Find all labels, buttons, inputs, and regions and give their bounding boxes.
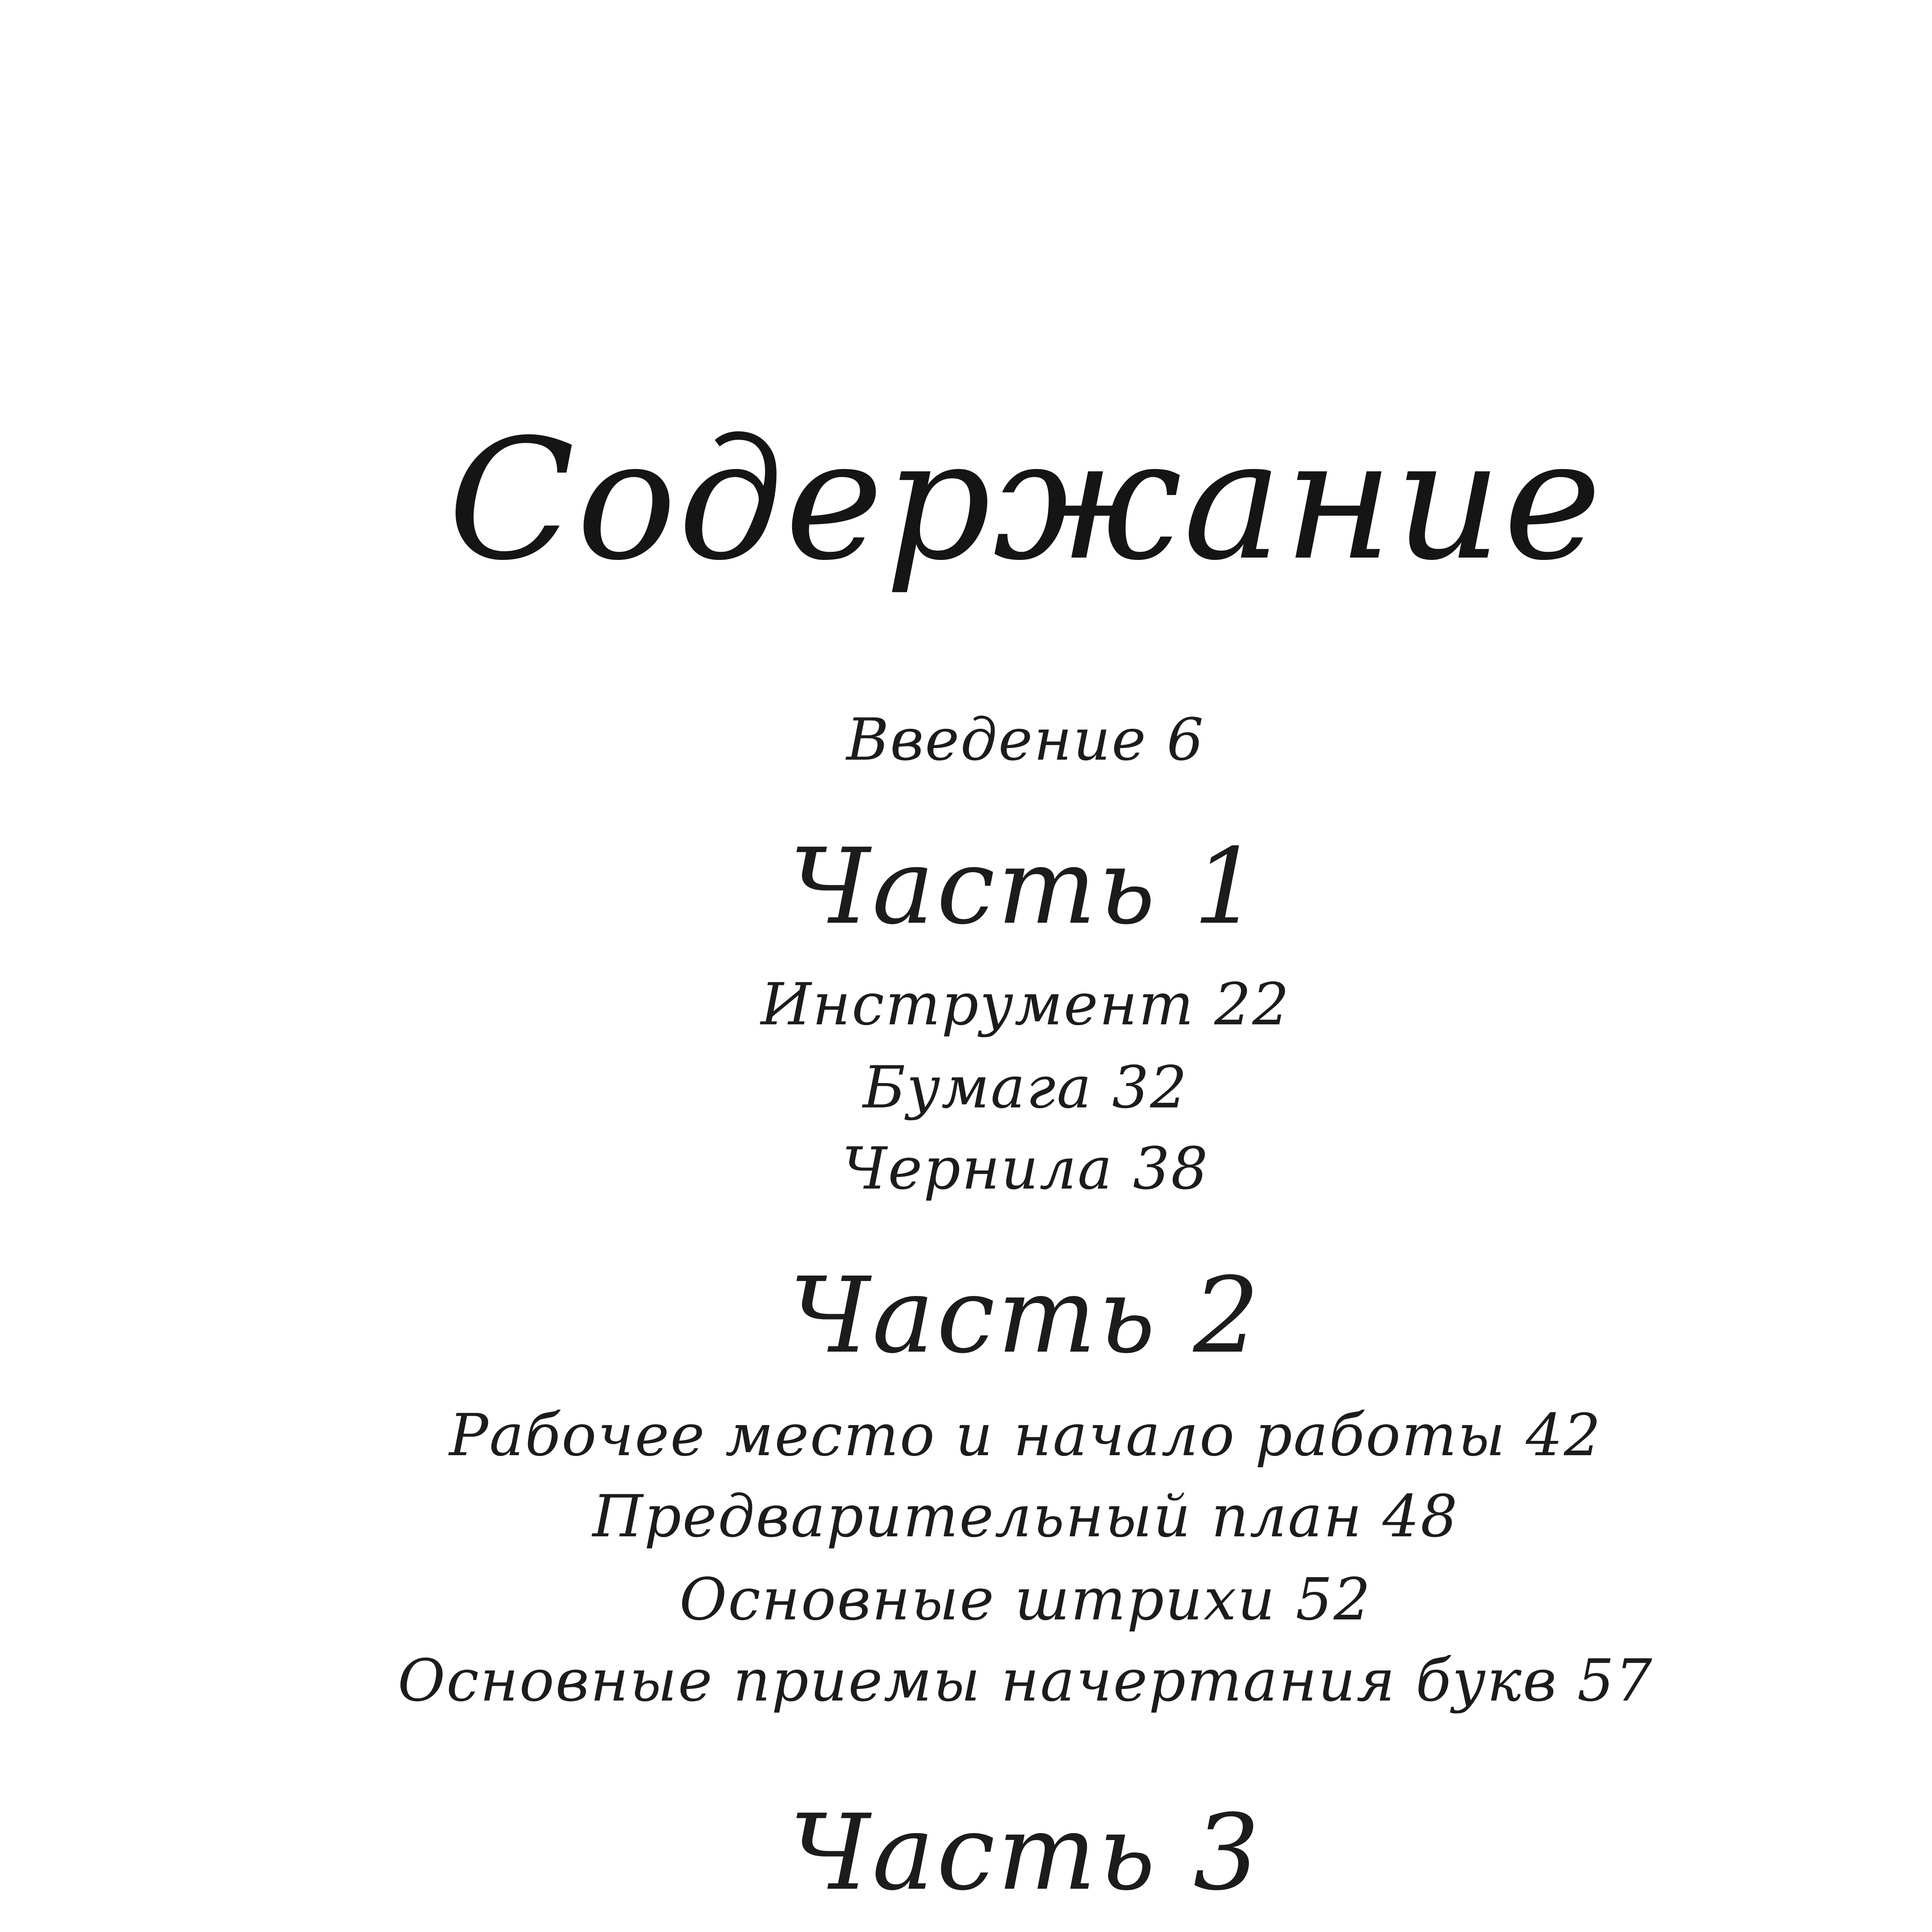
toc-entry: Чернила 38 (842, 1135, 1209, 1202)
toc-entry: Основные штрихи 52 (679, 1566, 1372, 1633)
toc-entry: Предварительный план 48 (592, 1483, 1459, 1550)
toc-entry: Бумага 32 (863, 1054, 1188, 1121)
page-title: Содержание (448, 404, 1603, 597)
toc-entry: Основные приемы начертания букв 57 (398, 1647, 1653, 1714)
part-heading-3: Часть 3 (789, 1792, 1262, 1913)
toc-entry: Рабочее место и начало работы 42 (449, 1402, 1602, 1469)
toc-entry-intro: Введение 6 (846, 706, 1205, 774)
part-heading-1: Часть 1 (789, 826, 1262, 947)
part-heading-2: Часть 2 (789, 1255, 1262, 1376)
toc-entry: Инструмент 22 (760, 971, 1291, 1038)
